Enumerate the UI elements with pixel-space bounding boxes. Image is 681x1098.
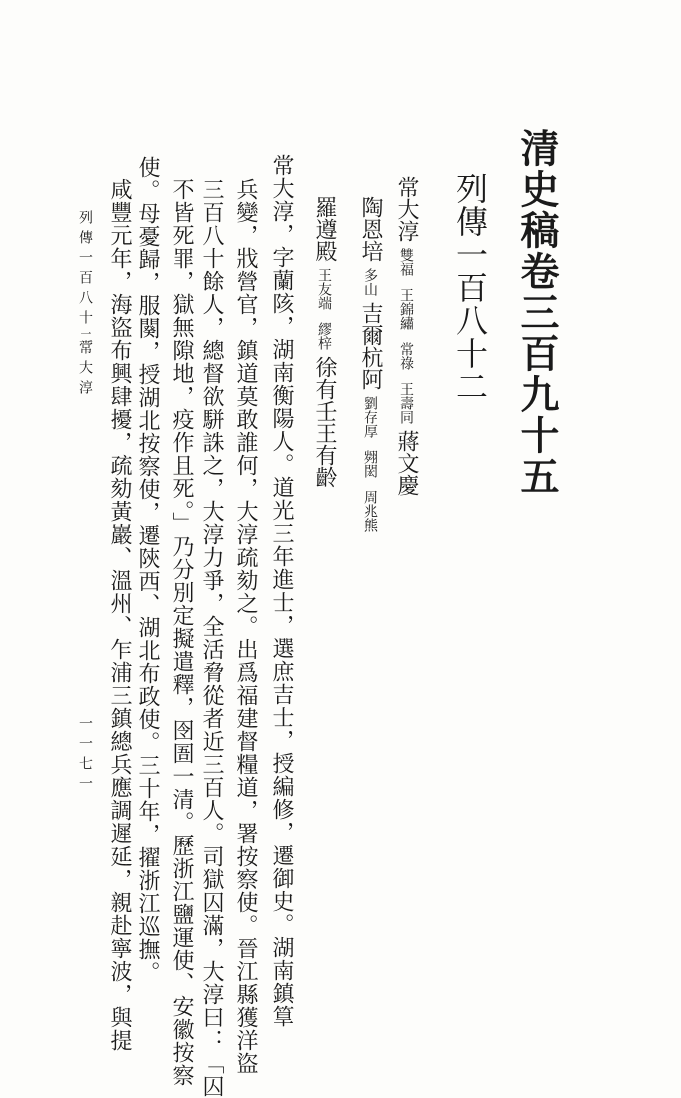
name-minor: 王友端 [316,268,332,310]
body-line-4: 不皆死罪，獄無隙地，疫作且死。」乃分別定擬遣釋，囹圄一清。歷浙江鹽運使、安徽按察 [169,178,194,1087]
page-number: 一一七一 [77,716,93,796]
name-main: 常大淳 [394,176,419,242]
name-main: 羅遵殿 [312,196,337,262]
name-main: 王有齡 [312,422,337,488]
name-minor: 周兆熊 [362,490,378,532]
names-column-1 [394,176,418,496]
footer-subject: 常大淳 [77,340,93,400]
name-minor: 王錦繡 [398,288,414,330]
name-minor: 常祿 [398,342,414,370]
chapter-heading: 列傳一百八十二 [451,172,489,403]
name-main: 吉爾杭阿 [358,302,383,390]
name-minor: 繆梓 [316,322,332,350]
body-line-2: 兵變，戕營官，鎮道莫敢誰何，大淳疏劾之。出爲福建督糧道，署按察使。晉江縣獲洋盜 [233,178,258,1075]
body-line-3: 三百八十餘人，總督欲駢誅之，大淳力爭，全活脅從者近三百人。司獄囚滿，大淳曰：「囚 [199,178,224,1098]
name-main: 蔣文慶 [394,430,419,496]
footer-chapter: 列傳一百八十二 [77,210,93,350]
body-line-1: 常大淳，字蘭陔，湖南衡陽人。道光三年進士，選庶吉士，授編修，遷御史。湖南鎮筸 [269,154,294,1028]
body-line-5: 使。母憂歸，服闋，授湖北按察使，遷陝西、湖北布政使。三十年，擢浙江巡撫。 [135,156,160,984]
name-main: 徐有壬 [312,356,337,422]
name-minor: 雙福 [398,248,414,276]
names-column-3 [312,196,336,488]
name-minor: 翙閎 [362,450,378,478]
name-minor: 王壽同 [398,382,414,424]
book-title: 清史稿卷三百九十五 [514,128,560,497]
body-line-6: 咸豐元年，海盜布興肆擾，疏劾黃巖、溫州、乍浦三鎮總兵應調遲延，親赴寧波，與提 [107,178,132,1052]
name-main: 陶恩培 [358,196,383,262]
name-minor: 多山 [362,268,378,296]
names-column-2 [358,196,382,538]
name-minor: 劉存厚 [362,396,378,438]
